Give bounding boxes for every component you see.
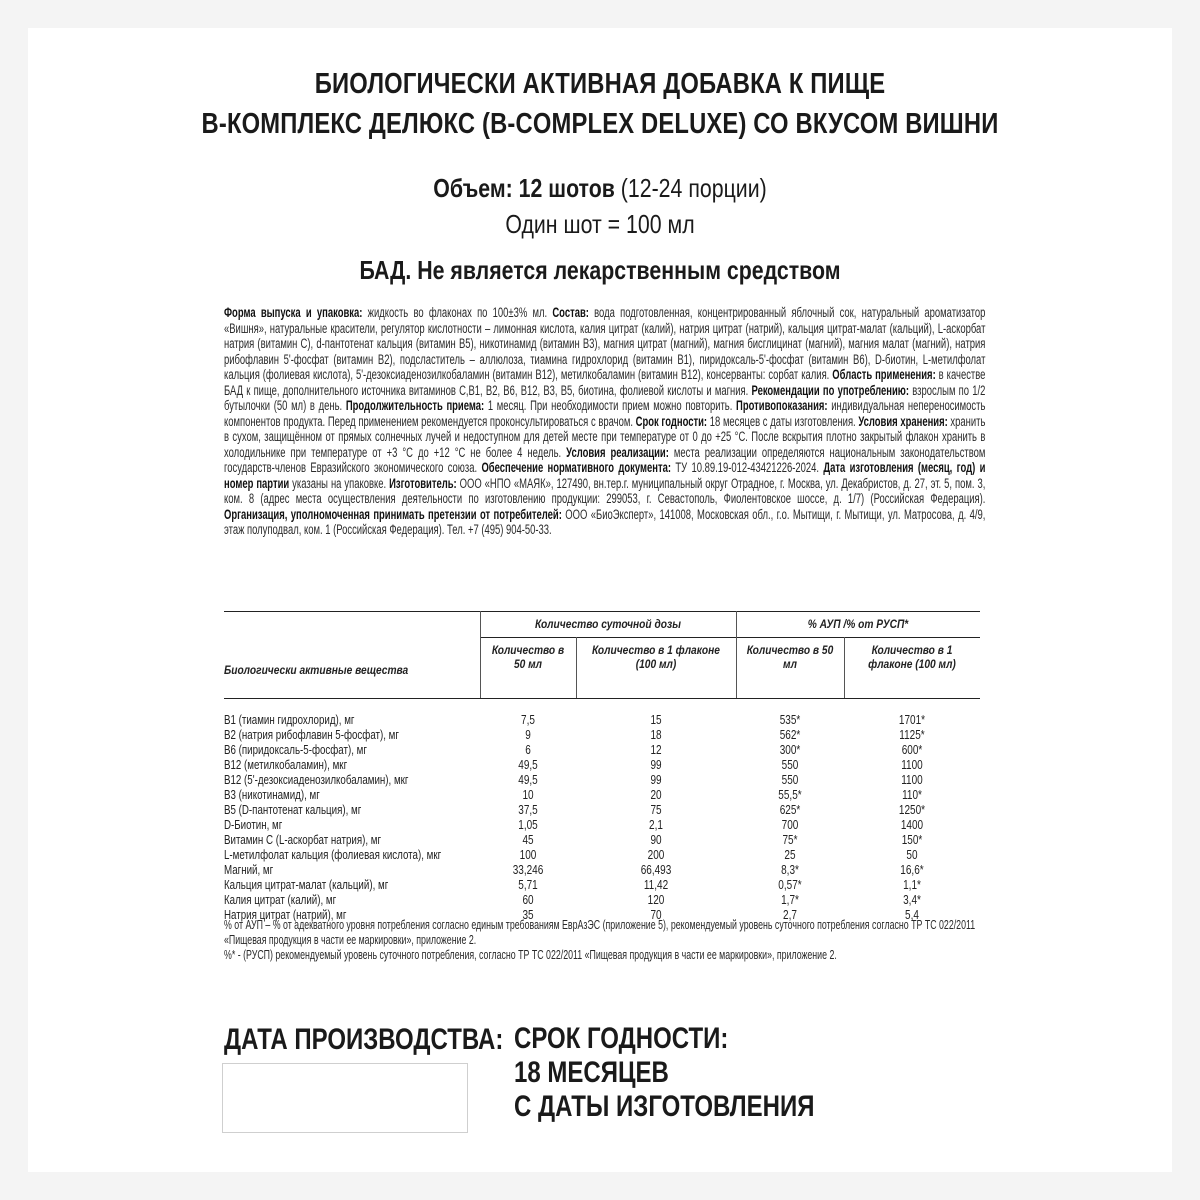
daily-50ml-header: Количество в 50 мл (491, 643, 565, 671)
table-cell: 7,5 (521, 713, 535, 727)
table-cell: 49,5 (518, 773, 538, 787)
shelf-life-line-3: С ДАТЫ ИЗГОТОВЛЕНИЯ (514, 1090, 815, 1123)
table-cell: 625* (779, 803, 801, 817)
footnote-2: %* - (РУСП) рекомендуемый уровень суточного потребления, согласно ТР ТС 022/2011 «Пищевая продукция в части ее маркировки», приложение 2. (224, 948, 837, 962)
percent-50ml-header: Количество в 50 мл (746, 643, 834, 671)
shelf-life-line-2: 18 МЕСЯЦЕВ (514, 1056, 669, 1089)
daily-100ml-header: Количество в 1 флаконе (100 мл) (592, 643, 720, 671)
table-cell: 10 (522, 788, 534, 802)
label-page (28, 28, 1172, 1172)
volume-info (131, 170, 1069, 242)
table-cell: 75* (782, 833, 798, 847)
composition-text (224, 305, 985, 538)
table-cell: 2,7 (783, 908, 797, 922)
substance-name: В1 (тиамин гидрохлорид), мг (224, 713, 355, 727)
table-cell: 550 (781, 758, 799, 772)
table-cell: 49,5 (518, 758, 538, 772)
table-cell: 1100 (901, 773, 923, 787)
table-row (224, 758, 980, 773)
table-cell: 11,42 (643, 878, 669, 892)
composition-text-segment: жидкость во флаконах по 100±3% мл. (362, 305, 553, 320)
table-cell: 75 (650, 803, 662, 817)
title-line-1: БИОЛОГИЧЕСКИ АКТИВНАЯ ДОБАВКА К ПИЩЕ (314, 68, 886, 100)
footnote-1: % от АУП – % от адекватного уровня потребления согласно единым требованиям ЕврАзЭС (приложение 5), рекомендуемый уровень суточного потребления согласно ТР ТС 022/2011 «Пищевая продукция в части ее маркировки», приложение 2. (224, 918, 976, 947)
table-cell: 55,5* (778, 788, 802, 802)
table-cell: 2,1 (649, 818, 663, 832)
percent-100ml-header: Количество в 1 флаконе (100 мл) (868, 643, 956, 671)
composition-term: Состав: (552, 305, 589, 320)
table-cell: 25 (784, 848, 796, 862)
substance-name: Натрия цитрат (натрий), мг (224, 908, 347, 922)
substance-name: D-Биотин, мг (224, 818, 283, 832)
composition-term: Дата изготовления (месяц, год) и номер партии (224, 460, 986, 491)
table-row (224, 788, 980, 803)
table-row (224, 878, 980, 893)
substance-name: Витамин С (L-аскорбат натрия), мг (224, 833, 382, 847)
table-cell: 50 (906, 848, 918, 862)
composition-text-segment: взрослым по 1/2 бутылочки (50 мл) в день. (224, 382, 986, 413)
disclaimer: БАД. Не является лекарственным средством (359, 255, 841, 285)
table-cell: 37,5 (518, 803, 538, 817)
table-cell: 15 (650, 713, 662, 727)
volume-label: Объем: 12 шотов (433, 173, 615, 203)
composition-term: Противопоказания: (736, 398, 828, 413)
composition-term: Область применения: (832, 367, 936, 382)
table-cell: 1701* (898, 713, 926, 727)
table-cell: 300* (779, 743, 801, 757)
substance-name: В12 (метилкобаламин), мкг (224, 758, 348, 772)
table-row (224, 773, 980, 788)
shot-size: Один шот = 100 мл (505, 209, 695, 239)
table-cell: 90 (650, 833, 662, 847)
composition-term: Условия реализации: (566, 444, 669, 460)
production-date-box (222, 1063, 468, 1133)
composition-text-segment: хранить в сухом, защищённом от прямых солнечных лучей и недоступном для детей месте при температуре от 0 до +25 °С. После вскрытия плотно закрытый флакон хранить в холодильнике при температуре от +3 °С до +12 °С не более 4 недель. (224, 413, 986, 460)
table-cell: 110* (902, 788, 922, 802)
table-cell: 12 (650, 743, 662, 757)
table-body (224, 713, 980, 923)
table-cell: 18 (650, 728, 662, 742)
table-cell: 1400 (900, 818, 924, 832)
substance-name: В12 (5'-дезоксиаденозилкобаламин), мкг (224, 773, 409, 787)
table-cell: 70 (650, 908, 662, 922)
table-cell: 16,6* (900, 863, 924, 877)
composition-term: Рекомендации по употреблению: (751, 382, 909, 398)
substance-name: Магний, мг (224, 863, 274, 877)
table-row (224, 803, 980, 818)
substance-name: Калия цитрат (калий), мг (224, 893, 337, 907)
table-cell: 535* (779, 713, 801, 727)
table-cell: 1100 (901, 758, 923, 772)
table-cell: 60 (522, 893, 534, 907)
table-row (224, 818, 980, 833)
composition-text-segment: 18 месяцев с даты изготовления. (707, 413, 859, 429)
table-row (224, 728, 980, 743)
table-cell: 9 (525, 728, 531, 742)
table-cell: 200 (647, 848, 665, 862)
shelf-life-line-1: СРОК ГОДНОСТИ: (514, 1022, 729, 1055)
table-row (224, 833, 980, 848)
daily-dose-header: Количество суточной дозы (535, 617, 681, 631)
composition-term: Обеспечение нормативного документа: (481, 460, 671, 475)
composition-text-segment: вода подготовленная, концентрированный яблочный сок, натуральный ароматизатор «Вишня», натуральные красители, регулятор кислотности – лимонная кислота, калия цитрат (калий), натрия цитрат (натрий), кальция цитрат-малат (кальций), L-аскорбат натрия (витамин С), d-пантотенат кальция (витамин В5), никотинамид (витамин В3), магния цитрат (магний), магния бисглицинат (магний), магния малат (магний), натрия рибофлавин 5'-фосфат (витамин В2), подсластитель – аллюлоза, тиамина гидрохлорид (витамин В1), пиридоксаль-5'-фосфат (витамин В6), D-биотин, L-метилфолат кальция (фолиевая кислота), 5'-дезоксиаденозилкобаламин (витамин В12), метилкобаламин (витамин В12), консерванты: сорбат калия. (224, 305, 986, 382)
shelf-life (514, 1022, 814, 1124)
table-cell: 150* (901, 833, 923, 847)
product-title (131, 64, 1069, 144)
table-cell: 3,4* (903, 893, 921, 907)
table-cell: 1,7* (781, 893, 799, 907)
table-cell: 99 (650, 758, 662, 772)
composition-text-segment: ООО «БиоЭксперт», 141008, Московская обл., г.о. Мытищи, г. Мытищи, ул. Матросова, д. 4/9, этаж полуподвал, ком. 1 (Российская Федерация). Тел. +7 (495) 904-50-33. (224, 506, 986, 537)
composition-term: Изготовитель: (389, 475, 457, 491)
table-cell: 0,57* (778, 878, 802, 892)
table-row (224, 863, 980, 878)
volume-portions: (12-24 порции) (614, 173, 767, 203)
substance-header: Биологически активные вещества (224, 663, 409, 677)
table-cell: 99 (650, 773, 662, 787)
composition-text-segment: ООО «НПО «МАЯК», 127490, вн.тер.г. муниципальный округ Отрадное, г. Москва, ул. Декабристов, д. 27, эт. 5, пом. 3, ком. 8 (адрес места осуществления деятельности по изготовлению продукции: 299053, г. Севастополь, Фиолентовское шоссе, д. 1/7) (Российская Федерация). (224, 475, 986, 506)
table-row (224, 848, 980, 863)
composition-text-segment: в качестве БАД к пище, дополнительного источника витаминов С,В1, В2, В6, В12, В3, В5, биотина, фолиевой кислоты и магния. (224, 367, 986, 398)
composition-text-segment: места реализации определяются национальным законодательством государств-членов Евразийского экономического союза. (224, 444, 986, 475)
table-cell: 1125* (899, 728, 925, 742)
table-cell: 8,3* (781, 863, 799, 877)
composition-text-segment: ТУ 10.89.19-012-43421226-2024. (670, 460, 824, 475)
table-cell: 45 (522, 833, 534, 847)
title-line-2: В-КОМПЛЕКС ДЕЛЮКС (B-COMPLEX DELUXE) СО ВКУСОМ ВИШНИ (201, 108, 999, 140)
substance-name: В5 (D-пантотенат кальция), мг (224, 803, 362, 817)
composition-term: Продолжительность приема: (345, 398, 485, 413)
composition-term: Форма выпуска и упаковка: (224, 305, 363, 320)
composition-text-segment: индивидуальная непереносимость компонентов продукта. Перед применением рекомендуется проконсультироваться с врачом. (224, 398, 986, 429)
substance-name: L-метилфолат кальция (фолиевая кислота), мкг (224, 848, 442, 862)
table-cell: 562* (779, 728, 801, 742)
composition-text-segment: указаны на упаковке. (289, 475, 390, 491)
substance-name: В3 (никотинамид), мг (224, 788, 320, 802)
table-row (224, 743, 980, 758)
table-cell: 600* (901, 743, 923, 757)
table-cell: 1,1* (903, 878, 921, 892)
table-cell: 5,71 (518, 878, 538, 892)
table-row (224, 893, 980, 908)
composition-term: Организация, уполномоченная принимать претензии от потребителей: (224, 506, 562, 522)
table-cell: 700 (781, 818, 799, 832)
substance-name: В2 (натрия рибофлавин 5-фосфат), мг (224, 728, 399, 742)
table-cell: 6 (525, 743, 531, 757)
table-cell: 120 (647, 893, 665, 907)
table-cell: 1250* (898, 803, 926, 817)
substance-name: В6 (пиридоксаль-5-фосфат), мг (224, 743, 367, 757)
substance-name: Кальция цитрат-малат (кальций), мг (224, 878, 389, 892)
table-row (224, 713, 980, 728)
table-cell: 5,4 (905, 908, 919, 922)
footnotes (224, 918, 985, 963)
table-cell: 66,493 (640, 863, 672, 877)
table-cell: 33,246 (512, 863, 544, 877)
table-cell: 1,05 (518, 818, 538, 832)
table-cell: 20 (650, 788, 662, 802)
table-cell: 550 (781, 773, 799, 787)
percent-header: % АУП /% от РУСП* (807, 617, 909, 631)
table-cell: 100 (519, 848, 537, 862)
composition-text-segment: 1 месяц. При необходимости прием можно повторить. (484, 398, 737, 413)
composition-term: Срок годности: (635, 413, 708, 429)
table-cell: 35 (522, 908, 534, 922)
composition-term: Условия хранения: (858, 413, 948, 429)
production-date-label: ДАТА ПРОИЗВОДСТВА: (224, 1023, 504, 1056)
